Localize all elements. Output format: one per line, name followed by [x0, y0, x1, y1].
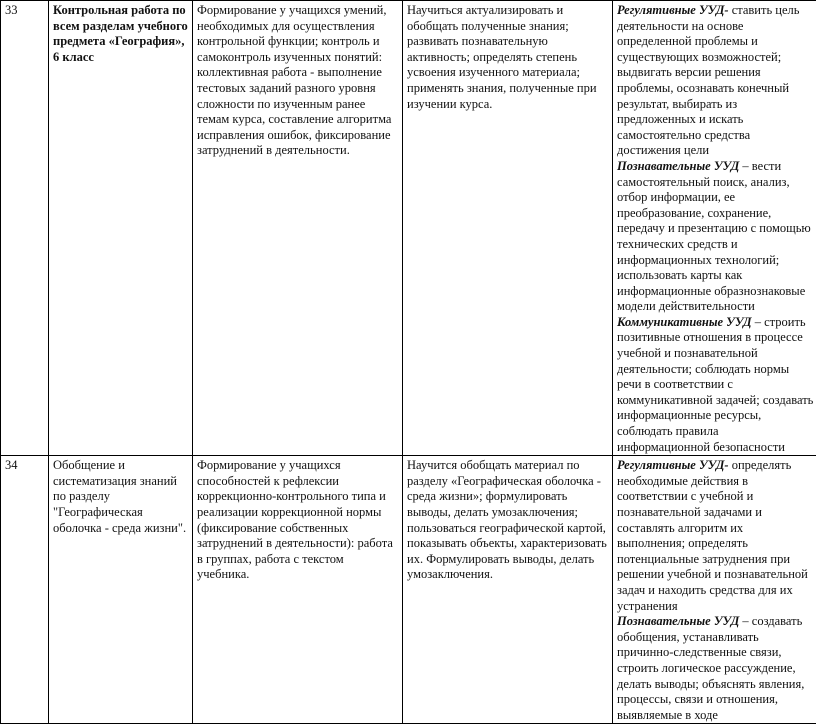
table-row [1, 456, 816, 724]
lesson-activity: Формирование у учащихся способностей к рефлексии коррекционно-контрольного типа и реализации коррекционной нормы (фиксирование собственных затруднений в деятельности): работа в группах, работа с текстом учебника. [193, 456, 403, 724]
uud-communicative-text: – строить позитивные отношения в процессе учебной и познавательной деятельности; соблюдать нормы речи в соответствии с коммуникативной задачей; создавать информационные ресурсы, соблюдать правила информационной безопасности [617, 315, 813, 454]
uud-communicative-label: Коммуникативные УУД [617, 315, 752, 329]
lesson-number: 33 [1, 1, 49, 456]
uud-cognitive-text: – вести самостоятельный поиск, анализ, отбор информации, ее преобразование, сохранение, передачу и презентацию с помощью технических средств и информационных технологий; использовать карты как информационные образнознаковые модели действительности [617, 159, 811, 313]
uud-cognitive [617, 159, 814, 315]
lesson-result: Научится обобщать материал по разделу «Географическая оболочка - среда жизни»; формулировать выводы, делать умозаключения; пользоваться географической картой, показывать объекты, характеризовать их. Формулировать выводы, делать умозаключения. [403, 456, 613, 724]
uud-cognitive-label: Познавательные УУД [617, 159, 739, 173]
lesson-number: 34 [1, 456, 49, 724]
uud-cognitive-label: Познавательные УУД [617, 614, 739, 628]
table-row [1, 1, 816, 456]
uud-regulatory [617, 3, 814, 159]
uud-regulatory [617, 458, 814, 614]
lesson-topic: Обобщение и систематизация знаний по разделу "Географическая оболочка - среда жизни". [49, 456, 193, 724]
lesson-uud [613, 1, 816, 456]
uud-cognitive-text: – создавать обобщения, устанавливать причинно-следственные связи, строить логическое рассуждение, делать выводы; объяснять явления, процессы, связи и отношения, выявляемые в ходе [617, 614, 804, 722]
uud-regulatory-label: Регулятивные УУД- [617, 3, 729, 17]
uud-regulatory-text: ставить цель деятельности на основе определенной проблемы и существующих возможностей; выдвигать версии решения проблемы, осознавать конечный результат, выбирать из предложенных и искать самостоятельно средства достижения цели [617, 3, 799, 157]
uud-regulatory-text: определять необходимые действия в соответствии с учебной и познавательной задачами и составлять алгоритм их выполнения; определять потенциальные затруднения при решении учебной и познавательной задач и находить средства для их устранения [617, 458, 808, 612]
lesson-topic: Контрольная работа по всем разделам учебного предмета «География», 6 класс [49, 1, 193, 456]
lesson-result: Научиться актуализировать и обобщать полученные знания; развивать познавательную активность; определять степень усвоения изученного материала; применять знания, полученные при изучении курса. [403, 1, 613, 456]
lesson-uud [613, 456, 816, 724]
uud-cognitive [617, 614, 814, 723]
lesson-activity: Формирование у учащихся умений, необходимых для осуществления контрольной функции; контроль и самоконтроль изученных понятий: коллективная работа - выполнение тестовых заданий разного уровня сложности по изученным ранее темам курса, составление алгоритма исправления ошибок, фиксирование затруднений в деятельности. [193, 1, 403, 456]
uud-regulatory-label: Регулятивные УУД- [617, 458, 729, 472]
uud-communicative [617, 315, 814, 455]
